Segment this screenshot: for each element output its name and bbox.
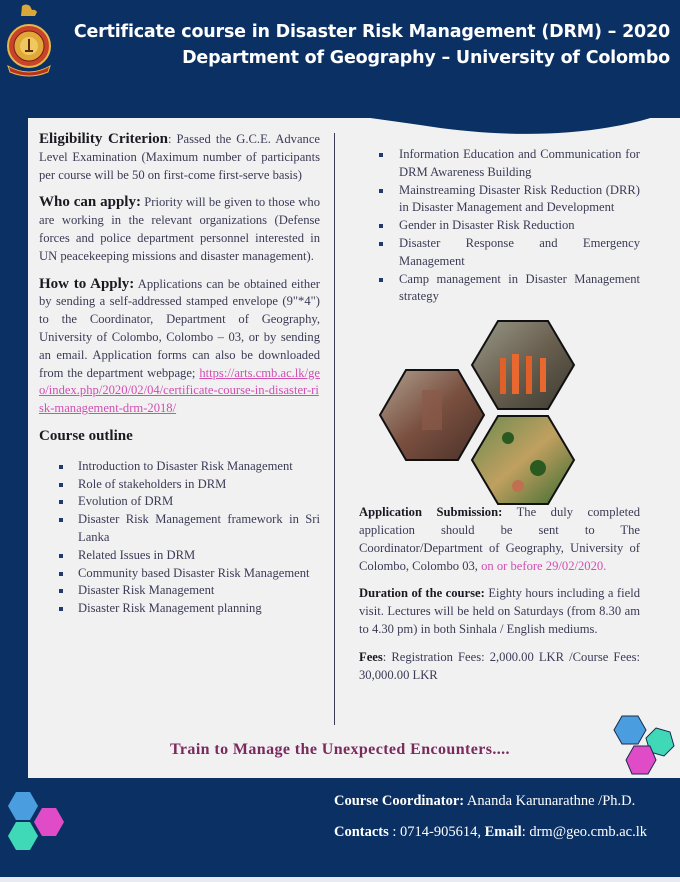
duration-label: Duration of the course: — [359, 586, 485, 601]
list-item-text: Mainstreaming Disaster Risk Reduction (DRR) in Disaster Management and Development — [399, 182, 640, 215]
contacts-phone: : 0714-905614, — [388, 824, 485, 840]
department-webpage-link[interactable]: https://arts.cmb.ac.lk/geo/index.php/2020/02/04/certificate-course-in-disaster-risk-management-drm-2018/ — [39, 365, 320, 416]
list-item — [39, 565, 320, 583]
email-label: Email — [484, 824, 522, 840]
list-item-text: Disaster Risk Management planning — [78, 601, 262, 616]
bottom-border — [0, 877, 680, 882]
bullet-icon — [379, 242, 383, 246]
how-to-apply-section — [39, 276, 320, 418]
list-item-text: Disaster Risk Management — [78, 583, 215, 598]
hexagon-decoration-right — [612, 714, 676, 780]
fees-label: Fees — [359, 649, 383, 664]
list-item — [39, 582, 320, 600]
rescue-team-photo — [472, 321, 574, 409]
submission-label: Application Submission: — [359, 505, 503, 520]
list-item — [39, 476, 320, 494]
eligibility-text: : Passed the G.C.E. Advance Level Examination (Maximum number of participants per course will be 50 on first-come first-serve basis) — [39, 132, 321, 182]
list-item-text: Introduction to Disaster Risk Management — [78, 458, 293, 473]
list-item — [359, 217, 640, 235]
submission-text: The duly completed application should be sent to The Coordinator/Department of Geography, University of Colombo, Colombo 03, — [359, 505, 641, 573]
disaster-photo-collage — [378, 318, 578, 508]
list-item — [39, 511, 320, 547]
bullet-icon — [379, 278, 383, 282]
list-item-text: Gender in Disaster Risk Reduction — [399, 218, 575, 233]
list-item-text: Role of stakeholders in DRM — [78, 476, 227, 491]
contact-info — [334, 824, 647, 841]
list-item-text: Related Issues in DRM — [78, 547, 196, 562]
who-can-apply-section — [39, 194, 320, 265]
page-subtitle: Department of Geography – University of Colombo — [182, 48, 670, 68]
list-item-text: Camp management in Disaster Management strategy — [399, 271, 640, 304]
duration-text: Eighty hours including a field visit. Lectures will be held on Saturdays (from 8.30 am to 4.30 pm) in both Sinhala / English mediums. — [359, 586, 640, 636]
application-submission-section — [359, 504, 640, 575]
course-outline-list-right — [359, 146, 640, 306]
coordinator-info — [334, 793, 635, 810]
coordinator-name: Ananda Karunarathne /Ph.D. — [464, 793, 636, 809]
duration-section — [359, 585, 640, 638]
left-column — [39, 131, 320, 618]
column-divider — [334, 133, 335, 725]
list-item — [39, 600, 320, 618]
fees-section — [359, 649, 640, 685]
bullet-icon — [59, 572, 63, 576]
university-crest-icon — [4, 2, 54, 82]
list-item — [39, 458, 320, 476]
how-to-apply-label: How to Apply: — [39, 275, 135, 292]
fees-text: : Registration Fees: 2,000.00 LKR /Course Fees: 30,000.00 LKR — [359, 649, 640, 682]
bullet-icon — [379, 189, 383, 193]
eligibility-label: Eligibility Criterion — [39, 131, 168, 147]
list-item — [359, 146, 640, 182]
hexagon-decoration-left — [6, 790, 66, 852]
collapsed-building-photo — [380, 370, 484, 460]
bullet-icon — [379, 153, 383, 157]
list-item-text: Evolution of DRM — [78, 494, 174, 509]
submission-deadline: on or before 29/02/2020. — [481, 558, 607, 573]
contact-email: : drm@geo.cmb.ac.lk — [521, 824, 647, 840]
coordinator-label: Course Coordinator: — [334, 793, 465, 809]
who-can-apply-label: Who can apply: — [39, 194, 141, 211]
tagline: Train to Manage the Unexpected Encounters.... — [170, 741, 510, 758]
list-item — [359, 235, 640, 271]
list-item — [359, 182, 640, 218]
who-can-apply-text: Priority will be given to those who are working in the relevant organizations (Defense forces and police department personnel interested in UN peacekeeping missions and disaster management). — [39, 195, 320, 263]
list-item-text: Disaster Risk Management framework in Sri Lanka — [78, 512, 320, 544]
contacts-label: Contacts — [334, 824, 389, 840]
list-item-text: Disaster Response and Emergency Management — [399, 235, 640, 268]
course-outline-list-left — [39, 458, 320, 618]
eligibility-section — [39, 131, 320, 184]
list-item-text: Information Education and Communication for DRM Awareness Building — [399, 147, 640, 179]
flood-aerial-photo — [472, 416, 574, 504]
page-title: Certificate course in Disaster Risk Management (DRM) – 2020 — [73, 22, 670, 42]
course-outline-heading: Course outline — [39, 427, 133, 444]
list-item-text: Community based Disaster Risk Management — [78, 565, 310, 580]
bullet-icon — [59, 500, 63, 504]
bullet-icon — [59, 465, 63, 469]
list-item — [39, 493, 320, 511]
bullet-icon — [59, 518, 63, 522]
bullet-icon — [379, 224, 383, 228]
bullet-icon — [59, 483, 63, 487]
bullet-icon — [59, 554, 63, 558]
list-item — [359, 271, 640, 307]
bullet-icon — [59, 589, 63, 593]
how-to-apply-text: Applications can be obtained either by sending a self-addressed stamped envelope (9"*4") to the Coordinator, Department of Geography, University of Colombo, Colombo – 03, or by sending an email. Application forms can also be downloaded from the department webpage; — [39, 276, 320, 380]
bullet-icon — [59, 607, 63, 611]
list-item — [39, 547, 320, 565]
